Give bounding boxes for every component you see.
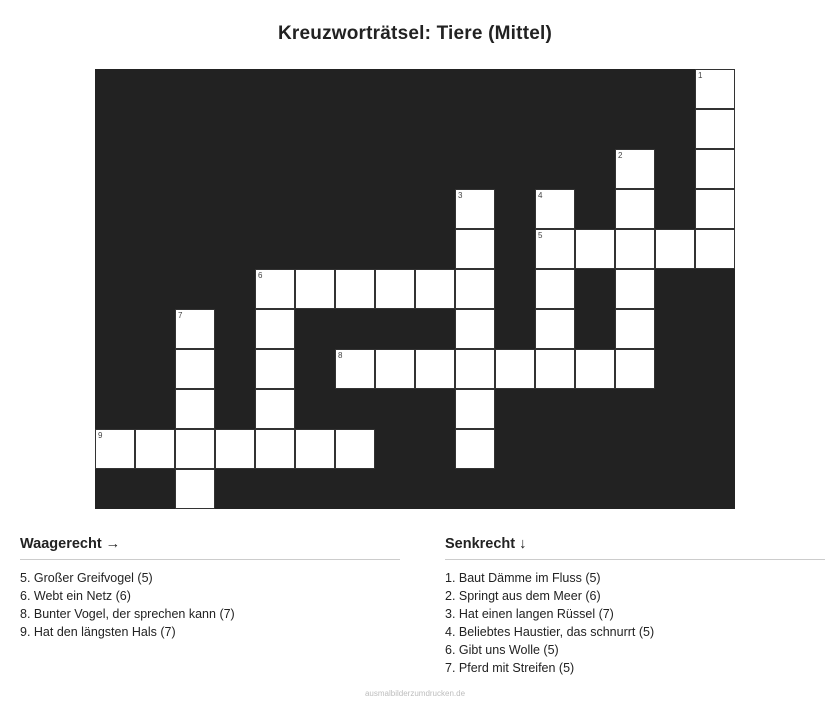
crossword-cell[interactable]: [255, 309, 295, 349]
crossword-cell[interactable]: [615, 269, 655, 309]
crossword-cell[interactable]: [535, 269, 575, 309]
cell-number: 1: [698, 71, 703, 80]
crossword-cell[interactable]: [655, 229, 695, 269]
crossword-cell[interactable]: [455, 349, 495, 389]
down-clue-item: 6. Gibt uns Wolle (5): [445, 643, 559, 657]
cell-number: 3: [458, 191, 463, 200]
down-heading: Senkrecht ↓: [445, 536, 825, 560]
down-clues-column: [415, 536, 810, 677]
across-clue-item: 5. Großer Greifvogel (5): [20, 571, 153, 585]
crossword-cell[interactable]: [695, 109, 735, 149]
crossword-cell[interactable]: [455, 269, 495, 309]
crossword-cell[interactable]: [695, 229, 735, 269]
crossword-cell[interactable]: [695, 189, 735, 229]
crossword-cell[interactable]: [255, 429, 295, 469]
crossword-cell[interactable]: [535, 189, 575, 229]
crossword-cell[interactable]: [455, 229, 495, 269]
crossword-cell[interactable]: [335, 269, 375, 309]
cell-number: 4: [538, 191, 543, 200]
crossword-cell[interactable]: [615, 309, 655, 349]
across-heading: Waagerecht →: [20, 536, 400, 560]
crossword-cell[interactable]: [415, 269, 455, 309]
down-clue-item: 1. Baut Dämme im Fluss (5): [445, 571, 601, 585]
crossword-cell[interactable]: [455, 429, 495, 469]
crossword-cell[interactable]: [255, 269, 295, 309]
footer-watermark: ausmalbilderzumdrucken.de: [364, 689, 466, 698]
crossword-cell[interactable]: [455, 189, 495, 229]
crossword-cell[interactable]: [95, 429, 135, 469]
crossword-cell[interactable]: [575, 229, 615, 269]
cell-number: 6: [258, 271, 263, 280]
crossword-cell[interactable]: [135, 429, 175, 469]
cell-number: 2: [618, 151, 623, 160]
crossword-cell[interactable]: [535, 229, 575, 269]
down-clue-item: 4. Beliebtes Haustier, das schnurrt (5): [445, 625, 655, 639]
cell-number: 7: [178, 311, 183, 320]
crossword-cell[interactable]: [615, 189, 655, 229]
crossword-cell[interactable]: [455, 309, 495, 349]
crossword-grid[interactable]: [95, 69, 735, 509]
crossword-cell[interactable]: [175, 309, 215, 349]
crossword-grid-container: [95, 69, 735, 509]
page-title: Kreuzworträtsel: Tiere (Mittel): [277, 23, 552, 44]
crossword-cell[interactable]: [215, 429, 255, 469]
crossword-cell[interactable]: [175, 429, 215, 469]
down-clue-item: 7. Pferd mit Streifen (5): [445, 661, 575, 675]
crossword-cell[interactable]: [695, 149, 735, 189]
crossword-cell[interactable]: [575, 349, 615, 389]
crossword-cell[interactable]: [175, 469, 215, 509]
crossword-cell[interactable]: [375, 269, 415, 309]
cell-number: 9: [98, 431, 103, 440]
crossword-cell[interactable]: [615, 349, 655, 389]
crossword-cell[interactable]: [255, 349, 295, 389]
crossword-cell[interactable]: [415, 349, 455, 389]
across-clue-list: [20, 569, 415, 641]
down-clue-list: [445, 569, 810, 677]
crossword-cell[interactable]: [175, 349, 215, 389]
cell-number: 8: [338, 351, 343, 360]
crossword-cell[interactable]: [295, 269, 335, 309]
across-clues-column: [20, 536, 415, 677]
clues-section: [0, 536, 830, 677]
cell-number: 5: [538, 231, 543, 240]
crossword-cell[interactable]: [175, 389, 215, 429]
crossword-cell[interactable]: [295, 429, 335, 469]
crossword-cell[interactable]: [535, 349, 575, 389]
down-clue-item: 2. Springt aus dem Meer (6): [445, 589, 601, 603]
crossword-cell[interactable]: [255, 389, 295, 429]
crossword-cell[interactable]: [375, 349, 415, 389]
crossword-cell[interactable]: [535, 309, 575, 349]
crossword-cell[interactable]: [695, 69, 735, 109]
crossword-cell[interactable]: [615, 229, 655, 269]
crossword-cell[interactable]: [495, 349, 535, 389]
crossword-cell[interactable]: [335, 349, 375, 389]
across-clue-item: 6. Webt ein Netz (6): [20, 589, 131, 603]
crossword-cell[interactable]: [335, 429, 375, 469]
down-clue-item: 3. Hat einen langen Rüssel (7): [445, 607, 614, 621]
crossword-cell[interactable]: [615, 149, 655, 189]
across-clue-item: 9. Hat den längsten Hals (7): [20, 625, 176, 639]
crossword-cell[interactable]: [455, 389, 495, 429]
across-clue-item: 8. Bunter Vogel, der sprechen kann (7): [20, 607, 235, 621]
